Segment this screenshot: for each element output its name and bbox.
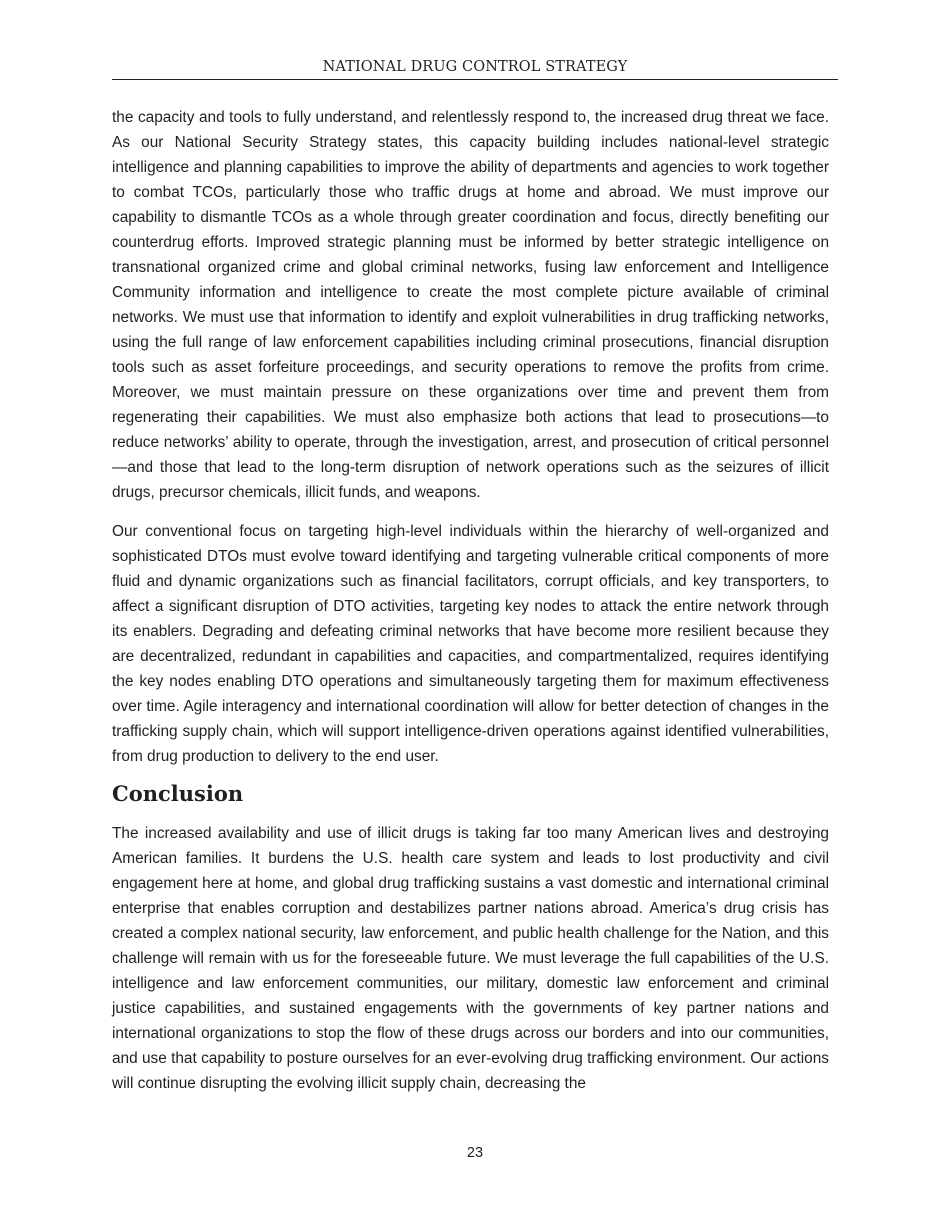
- main-content: [112, 105, 829, 1096]
- body-paragraph-1: the capacity and tools to fully understand, and relentlessly respond to, the increased drug threat we face. As our National Security Strategy states, this capacity building includes national-level strategic intelligence and planning capabilities to improve the ability of departments and agencies to work together to combat TCOs, particularly those who traffic drugs at home and abroad. We must improve our capability to dismantle TCOs as a whole through greater coordination and focus, directly benefiting our counterdrug efforts. Improved strategic planning must be informed by better strategic intelligence on transnational organized crime and global criminal networks, fusing law enforcement and Intelligence Community information and intelligence to create the most complete picture available of criminal networks. We must use that information to identify and exploit vulnerabilities in drug trafficking networks, using the full range of law enforcement capabilities including criminal prosecutions, financial disruption tools such as asset forfeiture proceedings, and security operations to remove the profits from crime. Moreover, we must maintain pressure on these organizations over time and prevent them from regenerating their capabilities. We must also emphasize both actions that lead to prosecutions—to reduce networks’ ability to operate, through the investigation, arrest, and prosecution of critical personnel —and those that lead to the long-term disruption of network operations such as the seizures of illicit drugs, precursor chemicals, illicit funds, and weapons.: [112, 109, 829, 501]
- running-header: NATIONAL DRUG CONTROL STRATEGY: [112, 56, 838, 80]
- conclusion-paragraph: The increased availability and use of illicit drugs is taking far too many American lives and destroying American families. It burdens the U.S. health care system and leads to lost productivity and civil engagement here at home, and global drug trafficking sustains a vast domestic and international criminal enterprise that enables corruption and destabilizes partner nations abroad. America’s drug crisis has created a complex national security, law enforcement, and public health challenge for the Nation, and this challenge will remain with us for the foreseeable future. We must leverage the full capabilities of the U.S. intelligence and law enforcement communities, our military, domestic law enforcement and criminal justice capabilities, and sustained engagements with the governments of key partner nations and international organizations to stop the flow of these drugs across our borders and into our communities, and use that capability to posture ourselves for an ever-evolving drug trafficking environment. Our actions will continue disrupting the evolving illicit supply chain, decreasing the: [112, 825, 829, 1092]
- body-paragraph-2: Our conventional focus on targeting high-level individuals within the hierarchy of well-organized and sophisticated DTOs must evolve toward identifying and targeting vulnerable critical components of more fluid and dynamic organizations such as financial facilitators, corrupt officials, and key transporters, to affect a significant disruption of DTO activities, targeting key nodes to attack the entire network through its enablers. Degrading and defeating criminal networks that have become more resilient because they are decentralized, redundant in capabilities and capacities, and compartmentalized, requires identifying the key nodes enabling DTO operations and simultaneously targeting them for maximum effectiveness over time. Agile interagency and international coordination will allow for better detection of changes in the trafficking supply chain, which will support intelligence-driven operations against identified vulnerabilities, from drug production to delivery to the end user.: [112, 523, 829, 765]
- conclusion-heading: Conclusion: [112, 781, 244, 806]
- page-number: 23: [466, 1145, 484, 1161]
